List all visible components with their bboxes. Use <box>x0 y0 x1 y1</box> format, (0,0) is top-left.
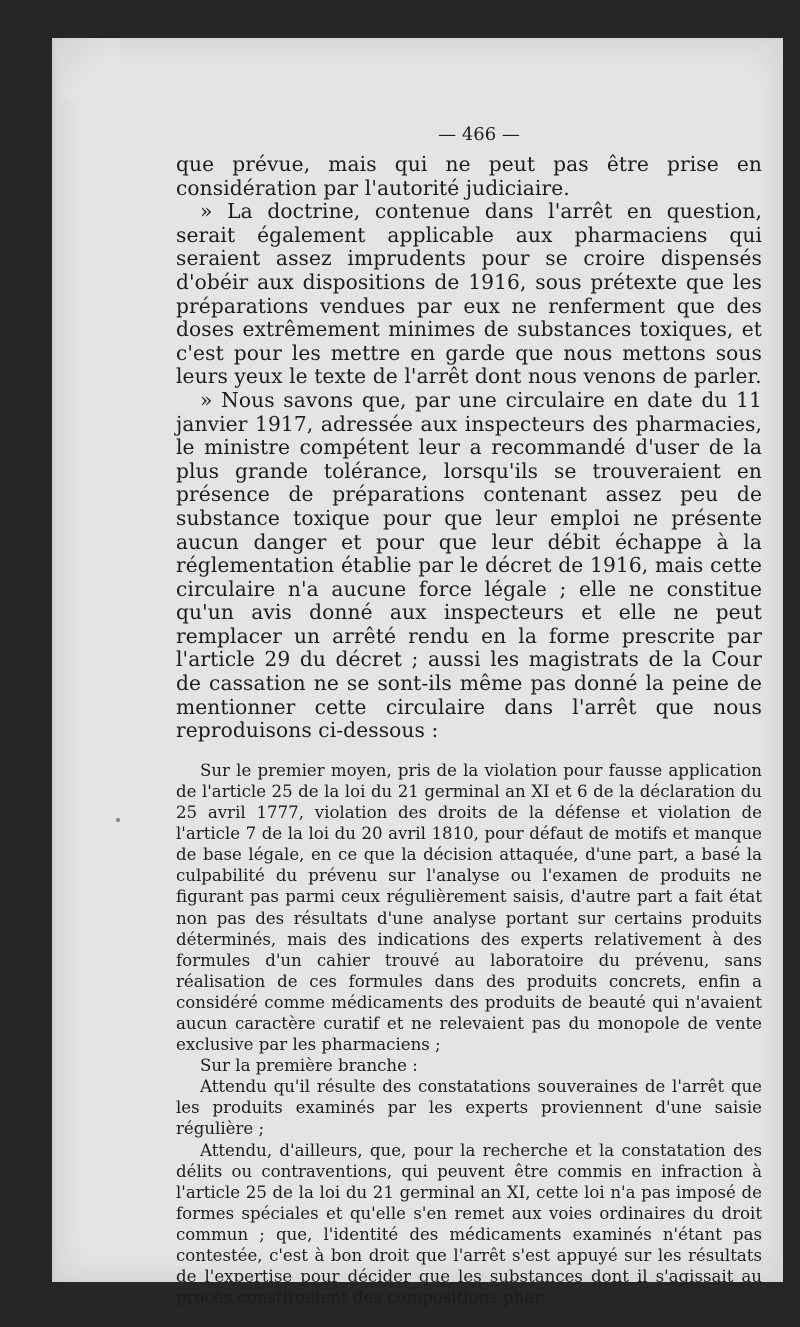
quote-paragraph-premiere-branche: Sur la première branche : <box>200 1056 418 1076</box>
paragraph-continuation: que prévue, mais qui ne peut pas être prise en considération par l'autorité judiciaire. <box>176 152 762 200</box>
section-gap <box>176 743 762 760</box>
page-content <box>176 124 762 1308</box>
main-text <box>176 153 762 743</box>
paragraph-circulaire: » Nous savons que, par une circulaire en date du 11 janvier 1917, adressée aux inspecteurs des pharmacies, le ministre compétent leur a recommandé d'user de la plus grande tolérance, lorsqu'ils se trouveraient en présence de préparations contenant assez peu de substance toxique pour que leur emploi ne présente aucun danger et pour que leur débit échappe à la réglementation établie par le décret de 1916, mais cette circulaire n'a aucune force légale ; elle ne constitue qu'un avis donné aux inspecteurs et elle ne peut remplacer un arrêté rendu en la forme prescrite par l'article 29 du décret ; aussi les magistrats de la Cour de cassation ne se sont-ils même pas donné la peine de mentionner cette circulaire dans l'arrêt que nous reproduisons ci-dessous : <box>176 387 762 743</box>
page-corner-fold <box>60 38 120 98</box>
quote-paragraph-attendu-1: Attendu qu'il résulte des constatations souveraines de l'arrêt que les produits examinés par les experts proviennent d'une saisie régulière ; <box>176 1077 762 1139</box>
quote-paragraph-attendu-2: Attendu, d'ailleurs, que, pour la recherche et la constatation des délits ou contraventions, qui peuvent être commis en infraction à l'article 25 de la loi du 21 germinal an XI, cette loi n'a pas imposé de formes spéciales et qu'elle s'en remet aux voies ordinaires du droit commun ; que, l'identité des médicaments examinés n'étant pas contestée, c'est à bon droit que l'arrêt s'est appuyé sur les résultats de l'expertise pour décider que les substances dont il s'agissait au procès constituaient des compositions phar- <box>176 1140 762 1308</box>
quote-paragraph-premier-moyen: Sur le premier moyen, pris de la violation pour fausse application de l'article 25 de la loi du 21 germinal an XI et 6 de la déclaration du 25 avril 1777, violation des droits de la défense et violation de l'article 7 de la loi du 20 avril 1810, pour défaut de motifs et manque de base légale, en ce que la décision attaquée, d'une part, a basé la culpabilité du prévenu sur l'analyse ou l'examen de produits ne figurant pas parmi ceux régulièrement saisis, d'autre part a fait état non pas des résultats d'une analyse portant sur certains produits déterminés, mais des indications des experts relativement à des formules d'un cahier trouvé au laboratoire du prévenu, sans réalisation de ces formules dans des produits concrets, enfin a considéré comme médicaments des produits de beauté qui n'avaient aucun caractère curatif et ne relevaient pas du monopole de vente exclusive par les pharmaciens ; <box>176 760 762 1055</box>
paper-speck <box>116 818 120 822</box>
paragraph-doctrine: » La doctrine, contenue dans l'arrêt en question, serait également applicable aux pharmaciens qui seraient assez imprudents pour se croire dispensés d'obéir aux dispositions de 1916, sous prétexte que les préparations vendues par eux ne renferment que des doses extrêmement minimes de substances toxiques, et c'est pour les mettre en garde que nous mettons sous leurs yeux le texte de l'arrêt dont nous venons de parler. <box>176 199 762 389</box>
page-number: — 466 — <box>438 124 520 145</box>
quoted-decision <box>176 760 762 1308</box>
